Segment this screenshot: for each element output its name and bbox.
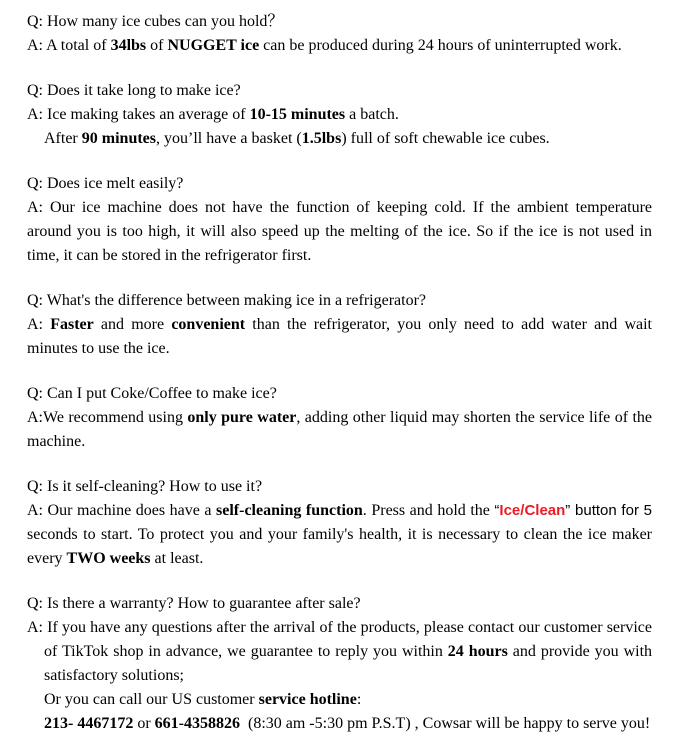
- qa-block: [27, 475, 652, 571]
- text-segment: Q: Can I put Coke/Coffee to make ice?: [27, 385, 277, 402]
- text-segment: seconds to start. To protect you and your family's health, it is necessary to clean the ice maker every: [27, 526, 652, 567]
- text-segment: ？: [267, 13, 284, 30]
- question-line: [27, 382, 652, 406]
- answer-line: [27, 406, 652, 454]
- text-segment: “: [494, 502, 500, 519]
- text-segment: A:: [27, 316, 51, 333]
- text-segment: a batch.: [345, 106, 399, 123]
- qa-block: [27, 79, 652, 151]
- bold-text: 34lbs: [110, 37, 147, 54]
- question-line: [27, 172, 652, 196]
- bold-text: Faster: [50, 316, 94, 333]
- text-segment: ”: [565, 502, 571, 519]
- text-segment: A: Our ice machine does not have the function of keeping cold. If the ambient temperature around you is too high, it will also speed up the melting of the ice. So if the ice is not used in time, it can be stored in the refrigerator first.: [27, 199, 652, 264]
- text-segment: Q: Is it self-cleaning? How to use it?: [27, 478, 263, 495]
- text-segment: Q: What's the difference between making ice in a refrigerator?: [27, 292, 426, 309]
- text-segment: :: [356, 691, 362, 708]
- faq-list: [27, 10, 652, 736]
- text-segment: Q: Does ice melt easily?: [27, 175, 184, 192]
- qa-block: [27, 172, 652, 268]
- answer-line: [27, 499, 652, 571]
- answer-line: [27, 688, 652, 712]
- bold-text: only pure water: [187, 409, 297, 426]
- text-segment: and provide you with satisfactory solutions;: [44, 643, 653, 684]
- text-segment: A: If you have any questions after the arrival of the products, please contact our customer service of TikTok shop in advance, we guarantee to reply you within: [27, 619, 652, 660]
- text-segment: of: [146, 37, 168, 54]
- text-segment: at least.: [150, 550, 204, 567]
- text-segment: Q: Is there a warranty? How to guarantee after sale?: [27, 595, 361, 612]
- text-segment: After: [44, 130, 82, 147]
- bold-text: 10-15 minutes: [249, 106, 346, 123]
- text-segment: Or you can call our US customer: [44, 691, 259, 708]
- answer-line: [27, 127, 652, 151]
- text-segment: or: [133, 715, 155, 732]
- bold-text: self-cleaning function: [216, 502, 363, 519]
- highlight-red-text: Ice/Clean: [499, 502, 566, 519]
- text-segment: can be produced during 24 hours of uninterrupted work.: [259, 37, 622, 54]
- bold-text: service hotline: [258, 691, 357, 708]
- answer-line: [27, 313, 652, 361]
- bold-text: NUGGET ice: [167, 37, 260, 54]
- text-segment: A: Ice making takes an average of: [27, 106, 250, 123]
- text-segment: Q: Does it take long to make ice?: [27, 82, 241, 99]
- question-line: [27, 475, 652, 499]
- question-line: [27, 10, 652, 34]
- text-segment: ) full of soft chewable ice cubes.: [341, 130, 550, 147]
- question-line: [27, 79, 652, 103]
- text-segment: , adding other liquid may shorten the service life of the machine.: [27, 409, 652, 450]
- answer-line: [27, 103, 652, 127]
- bold-text: 661-4358826: [154, 715, 240, 732]
- bold-text: 213- 4467172: [44, 715, 134, 732]
- text-segment: A:We recommend using: [27, 409, 188, 426]
- answer-line: [27, 616, 652, 688]
- text-segment: A: A total of: [27, 37, 111, 54]
- bold-text: 24 hours: [447, 643, 508, 660]
- text-segment: button for 5: [570, 502, 653, 519]
- answer-line: [27, 196, 652, 268]
- text-segment: and more: [93, 316, 172, 333]
- answer-line: [27, 34, 652, 58]
- text-segment: A: Our machine does have a: [27, 502, 217, 519]
- question-line: [27, 592, 652, 616]
- bold-text: 90 minutes: [81, 130, 156, 147]
- qa-block: [27, 382, 652, 454]
- text-segment: , you’ll have a basket (: [156, 130, 302, 147]
- qa-block: [27, 289, 652, 361]
- text-segment: (8:30 am -5:30 pm P.S.T) , Cowsar will be happy to serve you!: [239, 715, 651, 732]
- qa-block: [27, 592, 652, 736]
- text-segment: . Press and hold the: [362, 502, 495, 519]
- qa-block: [27, 10, 652, 58]
- answer-line: [27, 712, 652, 736]
- bold-text: 1.5lbs: [301, 130, 342, 147]
- bold-text: TWO weeks: [66, 550, 151, 567]
- text-segment: Q: How many ice cubes can you hold: [27, 13, 268, 30]
- bold-text: convenient: [171, 316, 246, 333]
- question-line: [27, 289, 652, 313]
- text-segment: than the refrigerator, you only need to add water and wait minutes to use the ice.: [27, 316, 652, 357]
